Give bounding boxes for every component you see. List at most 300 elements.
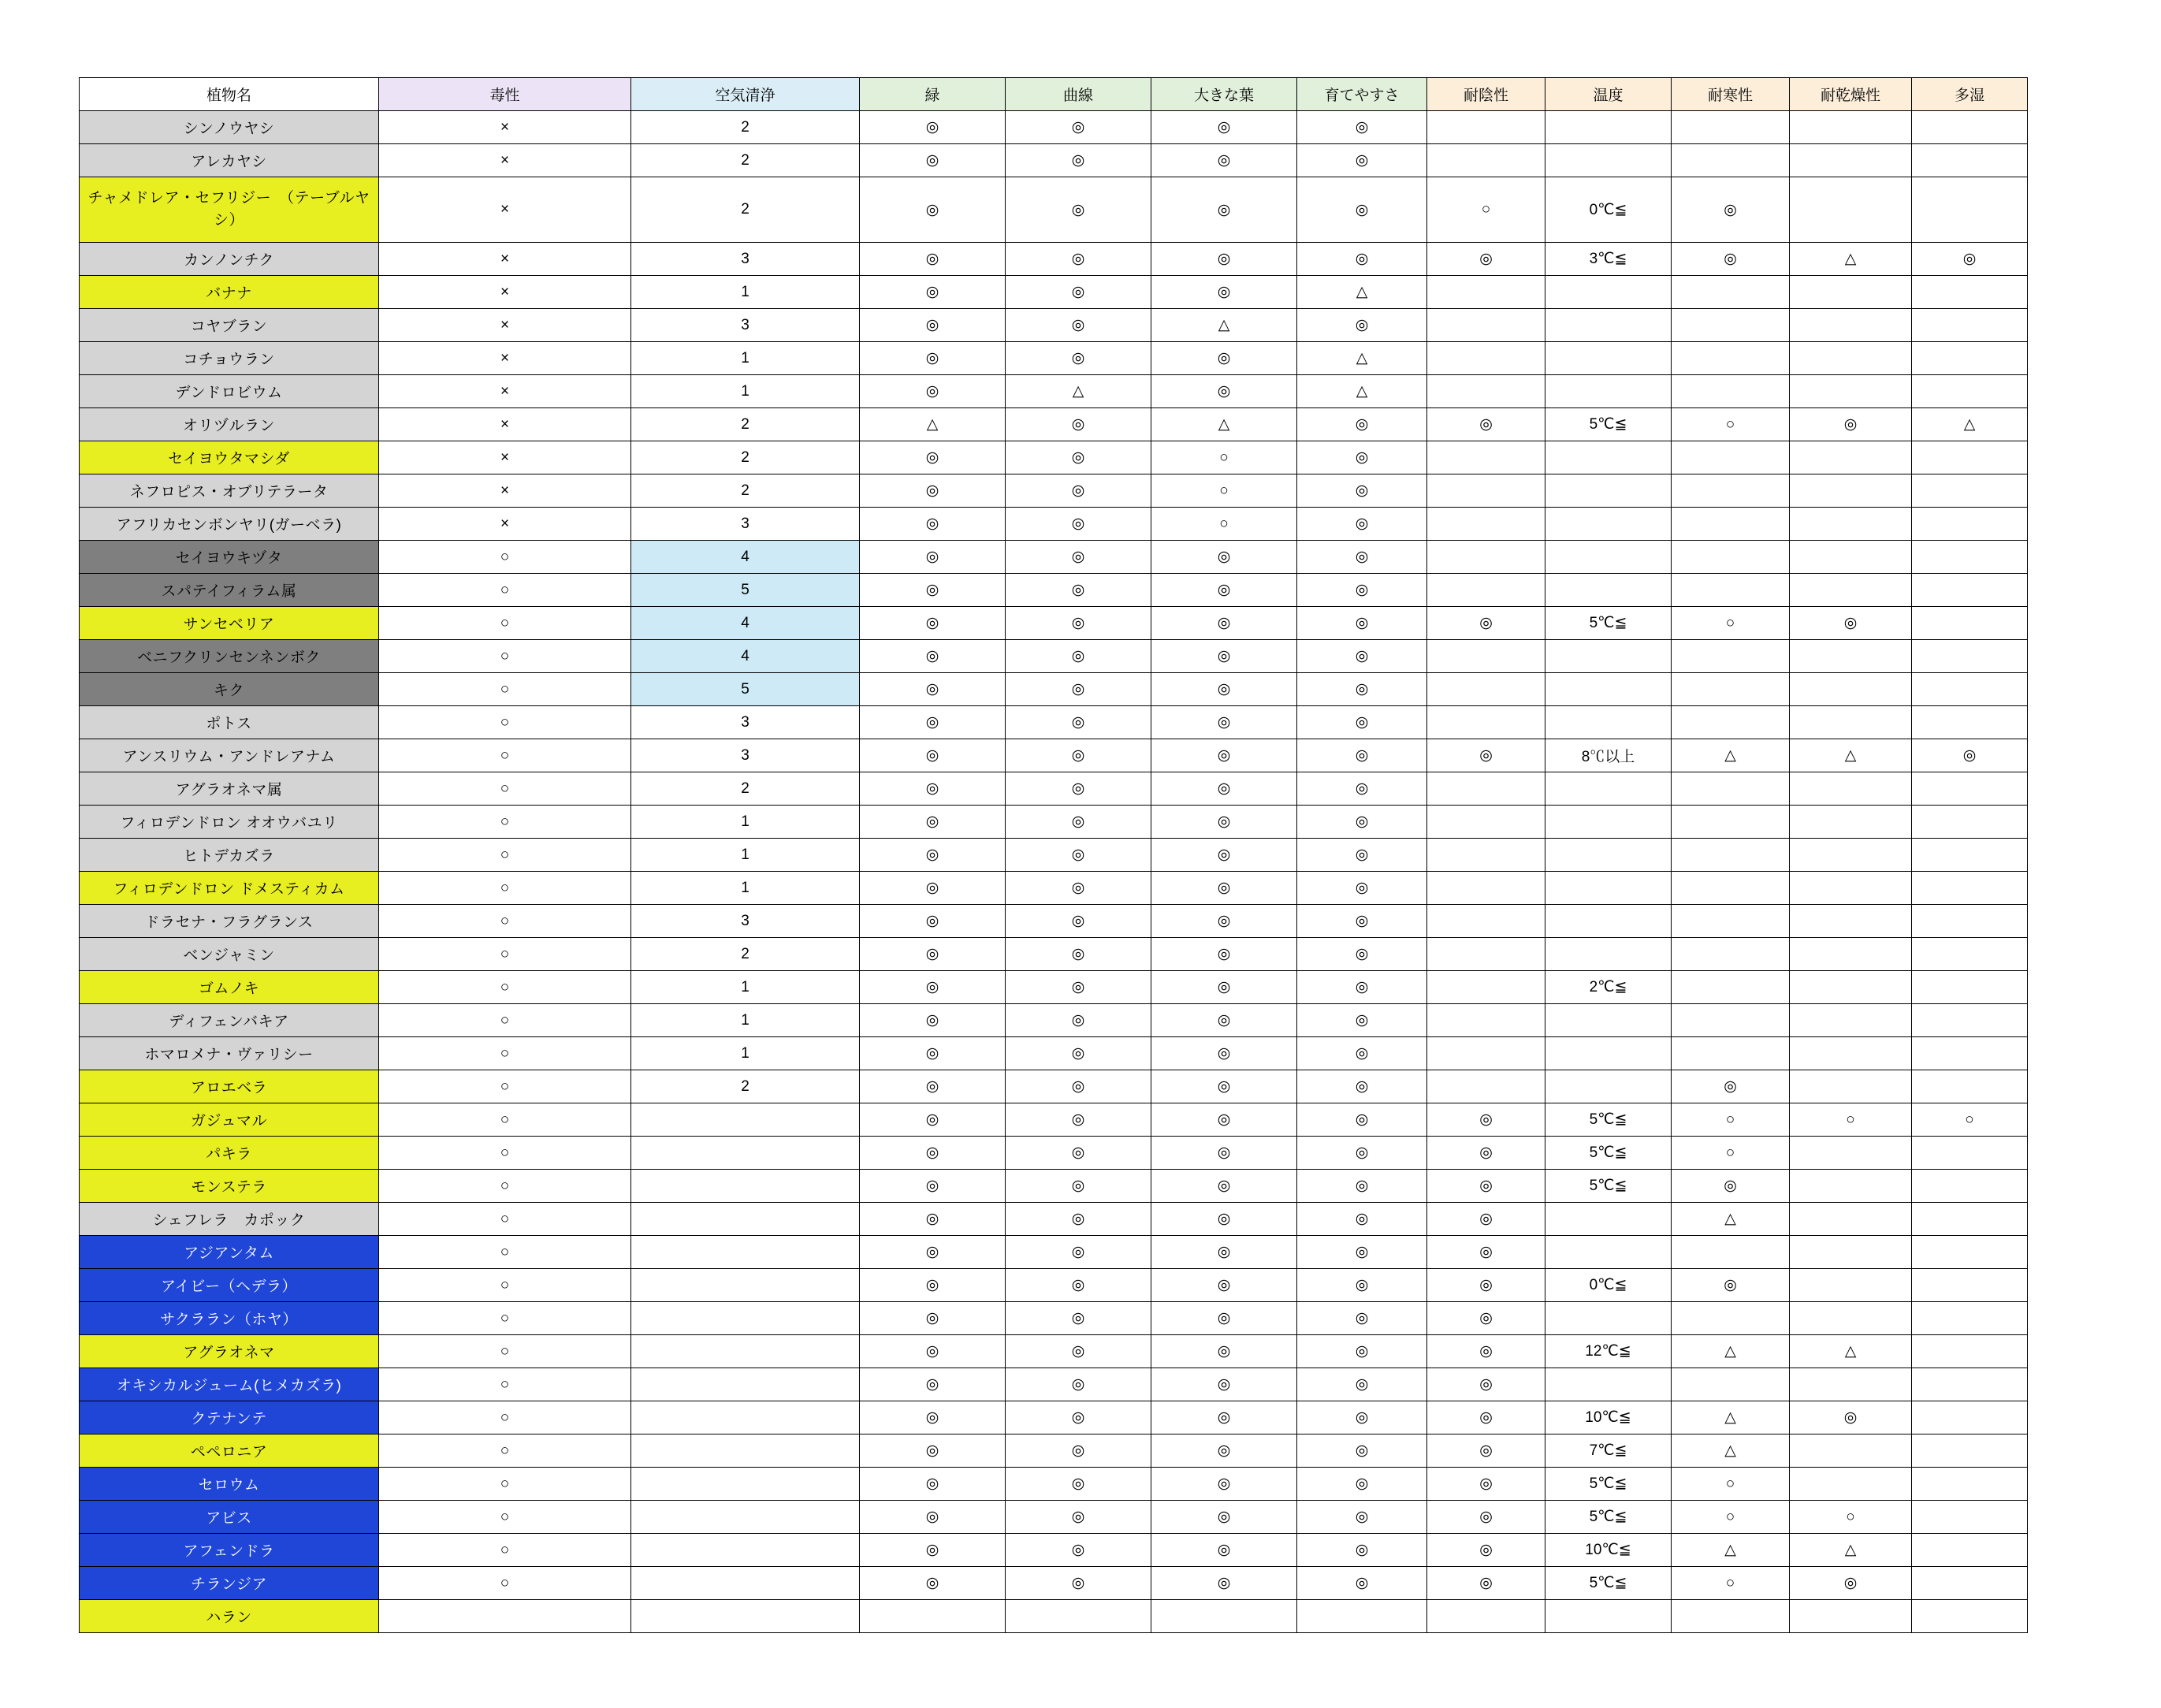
cell-temp <box>1545 342 1672 375</box>
cell-dry <box>1790 474 1912 508</box>
cell-leaf: ◎ <box>1151 1401 1297 1434</box>
cell-dry <box>1790 541 1912 574</box>
cell-air: 1 <box>631 1004 860 1037</box>
cell-wet: ◎ <box>1912 243 2028 276</box>
cell-leaf: ◎ <box>1151 607 1297 640</box>
cell-cold <box>1672 1600 1790 1633</box>
table-row <box>80 1302 2028 1335</box>
table-row <box>80 375 2028 408</box>
cell-tox: ○ <box>379 1037 631 1070</box>
cell-dry: △ <box>1790 739 1912 772</box>
cell-cold <box>1672 872 1790 905</box>
cell-temp <box>1545 1070 1672 1103</box>
plant-name-cell: ベニフクリンセンネンボク <box>80 640 379 673</box>
cell-shade: ◎ <box>1427 1567 1545 1600</box>
cell-easy: ◎ <box>1297 1137 1427 1170</box>
cell-temp <box>1545 938 1672 971</box>
cell-dry: △ <box>1790 1335 1912 1368</box>
cell-curve: ◎ <box>1006 144 1151 177</box>
table-row <box>80 1203 2028 1236</box>
cell-cold: ◎ <box>1672 1070 1790 1103</box>
table-row <box>80 276 2028 309</box>
cell-temp <box>1545 673 1672 706</box>
cell-easy: ◎ <box>1297 441 1427 474</box>
cell-air <box>631 1335 860 1368</box>
cell-shade <box>1427 441 1545 474</box>
plant-name-cell: キク <box>80 673 379 706</box>
table-row <box>80 1368 2028 1401</box>
cell-tox: ○ <box>379 673 631 706</box>
cell-leaf: ◎ <box>1151 177 1297 243</box>
cell-easy: ◎ <box>1297 111 1427 144</box>
cell-wet <box>1912 276 2028 309</box>
cell-easy: ◎ <box>1297 1401 1427 1434</box>
cell-shade: ◎ <box>1427 408 1545 441</box>
cell-shade <box>1427 342 1545 375</box>
cell-cold: △ <box>1672 1434 1790 1468</box>
cell-tox: ○ <box>379 839 631 872</box>
cell-tox: × <box>379 243 631 276</box>
cell-air <box>631 1269 860 1302</box>
cell-curve: ◎ <box>1006 342 1151 375</box>
plant-name-cell: ポトス <box>80 706 379 739</box>
cell-tox: ○ <box>379 1103 631 1137</box>
cell-easy <box>1297 1600 1427 1633</box>
cell-leaf: ◎ <box>1151 1269 1297 1302</box>
cell-air: 5 <box>631 673 860 706</box>
plant-name-cell: コチョウラン <box>80 342 379 375</box>
cell-dry <box>1790 1004 1912 1037</box>
plant-name-cell: アビス <box>80 1501 379 1534</box>
table-row <box>80 408 2028 441</box>
cell-green: ◎ <box>860 1335 1006 1368</box>
cell-air: 4 <box>631 541 860 574</box>
cell-dry: ○ <box>1790 1103 1912 1137</box>
cell-cold: ◎ <box>1672 243 1790 276</box>
cell-leaf: ◎ <box>1151 375 1297 408</box>
cell-wet <box>1912 1004 2028 1037</box>
cell-air <box>631 1170 860 1203</box>
cell-air <box>631 1137 860 1170</box>
cell-green: ◎ <box>860 574 1006 607</box>
cell-easy: ◎ <box>1297 574 1427 607</box>
cell-green <box>860 1600 1006 1633</box>
cell-wet <box>1912 574 2028 607</box>
cell-air: 2 <box>631 177 860 243</box>
cell-temp: 5℃≦ <box>1545 1137 1672 1170</box>
cell-shade: ◎ <box>1427 1137 1545 1170</box>
cell-temp <box>1545 772 1672 806</box>
cell-wet <box>1912 541 2028 574</box>
cell-easy: ◎ <box>1297 309 1427 342</box>
column-header-wet: 多湿 <box>1912 78 2028 111</box>
cell-cold <box>1672 905 1790 938</box>
cell-temp: 2℃≦ <box>1545 971 1672 1004</box>
cell-wet <box>1912 971 2028 1004</box>
cell-leaf: ◎ <box>1151 673 1297 706</box>
cell-green: ◎ <box>860 1269 1006 1302</box>
cell-dry <box>1790 772 1912 806</box>
cell-dry: △ <box>1790 243 1912 276</box>
cell-curve: ◎ <box>1006 971 1151 1004</box>
cell-curve: ◎ <box>1006 1368 1151 1401</box>
column-header-temp: 温度 <box>1545 78 1672 111</box>
plant-name-cell: ディフェンバキア <box>80 1004 379 1037</box>
table-row <box>80 1335 2028 1368</box>
cell-leaf: ○ <box>1151 474 1297 508</box>
cell-green: ◎ <box>860 1037 1006 1070</box>
cell-wet <box>1912 111 2028 144</box>
cell-temp: 3℃≦ <box>1545 243 1672 276</box>
cell-temp <box>1545 839 1672 872</box>
cell-leaf: ◎ <box>1151 739 1297 772</box>
cell-leaf: ◎ <box>1151 243 1297 276</box>
cell-leaf: ◎ <box>1151 1037 1297 1070</box>
cell-shade <box>1427 1004 1545 1037</box>
cell-green: ◎ <box>860 1468 1006 1501</box>
cell-wet <box>1912 1335 2028 1368</box>
plant-name-cell: モンステラ <box>80 1170 379 1203</box>
cell-dry <box>1790 1070 1912 1103</box>
cell-shade <box>1427 971 1545 1004</box>
cell-shade <box>1427 474 1545 508</box>
cell-green: ◎ <box>860 177 1006 243</box>
cell-leaf: ◎ <box>1151 971 1297 1004</box>
cell-shade <box>1427 806 1545 839</box>
cell-temp: 7℃≦ <box>1545 1434 1672 1468</box>
cell-green: ◎ <box>860 706 1006 739</box>
cell-leaf: ◎ <box>1151 1236 1297 1269</box>
cell-air: 2 <box>631 474 860 508</box>
cell-tox: × <box>379 342 631 375</box>
cell-wet <box>1912 177 2028 243</box>
cell-easy: ◎ <box>1297 1567 1427 1600</box>
cell-dry <box>1790 640 1912 673</box>
cell-temp <box>1545 640 1672 673</box>
cell-curve: ◎ <box>1006 1037 1151 1070</box>
cell-shade: ◎ <box>1427 607 1545 640</box>
cell-temp <box>1545 441 1672 474</box>
cell-dry <box>1790 342 1912 375</box>
cell-curve: ◎ <box>1006 1236 1151 1269</box>
cell-green: ◎ <box>860 1004 1006 1037</box>
cell-wet <box>1912 1203 2028 1236</box>
cell-green: ◎ <box>860 144 1006 177</box>
cell-wet <box>1912 1401 2028 1434</box>
cell-green: ◎ <box>860 640 1006 673</box>
cell-tox: ○ <box>379 607 631 640</box>
cell-curve: ◎ <box>1006 739 1151 772</box>
table-row <box>80 1600 2028 1633</box>
cell-shade: ◎ <box>1427 1534 1545 1567</box>
cell-leaf: ◎ <box>1151 574 1297 607</box>
cell-curve: ◎ <box>1006 839 1151 872</box>
cell-tox: ○ <box>379 1468 631 1501</box>
cell-leaf: ◎ <box>1151 706 1297 739</box>
cell-air: 3 <box>631 739 860 772</box>
plant-name-cell: アフリカセンボンヤリ(ガーベラ) <box>80 508 379 541</box>
cell-temp <box>1545 1302 1672 1335</box>
cell-shade: ○ <box>1427 177 1545 243</box>
cell-cold <box>1672 309 1790 342</box>
table-row <box>80 342 2028 375</box>
cell-cold: ○ <box>1672 1501 1790 1534</box>
plant-comparison-table <box>79 77 2028 1633</box>
cell-air <box>631 1501 860 1534</box>
cell-cold: △ <box>1672 1203 1790 1236</box>
column-header-dry: 耐乾燥性 <box>1790 78 1912 111</box>
plant-name-cell: シンノウヤシ <box>80 111 379 144</box>
cell-tox: × <box>379 144 631 177</box>
cell-leaf: ◎ <box>1151 1567 1297 1600</box>
table-row <box>80 739 2028 772</box>
cell-leaf: ◎ <box>1151 806 1297 839</box>
cell-temp: 5℃≦ <box>1545 1501 1672 1534</box>
cell-green: ◎ <box>860 1137 1006 1170</box>
cell-temp <box>1545 508 1672 541</box>
cell-wet <box>1912 1600 2028 1633</box>
table-row <box>80 872 2028 905</box>
cell-tox: ○ <box>379 905 631 938</box>
cell-tox: ○ <box>379 1501 631 1534</box>
cell-cold <box>1672 1236 1790 1269</box>
cell-green: ◎ <box>860 243 1006 276</box>
cell-temp <box>1545 706 1672 739</box>
cell-dry <box>1790 1037 1912 1070</box>
cell-shade <box>1427 541 1545 574</box>
cell-curve: ◎ <box>1006 905 1151 938</box>
cell-temp <box>1545 474 1672 508</box>
cell-air: 1 <box>631 375 860 408</box>
cell-temp <box>1545 905 1672 938</box>
cell-tox: ○ <box>379 1401 631 1434</box>
cell-easy: ◎ <box>1297 1368 1427 1401</box>
cell-wet <box>1912 872 2028 905</box>
cell-curve: △ <box>1006 375 1151 408</box>
plant-name-cell: フィロデンドロン ドメスティカム <box>80 872 379 905</box>
table-row <box>80 474 2028 508</box>
cell-dry: △ <box>1790 1534 1912 1567</box>
cell-air <box>631 1468 860 1501</box>
table-header-row <box>80 78 2028 111</box>
cell-leaf: ◎ <box>1151 342 1297 375</box>
cell-temp <box>1545 1004 1672 1037</box>
cell-dry: ◎ <box>1790 1401 1912 1434</box>
plant-name-cell: フィロデンドロン オオウバユリ <box>80 806 379 839</box>
cell-curve: ◎ <box>1006 508 1151 541</box>
cell-air <box>631 1534 860 1567</box>
cell-shade: ◎ <box>1427 1302 1545 1335</box>
cell-green: △ <box>860 408 1006 441</box>
cell-curve: ◎ <box>1006 1468 1151 1501</box>
cell-temp <box>1545 375 1672 408</box>
cell-wet <box>1912 806 2028 839</box>
plant-name-cell: コヤブラン <box>80 309 379 342</box>
cell-temp <box>1545 574 1672 607</box>
cell-wet <box>1912 1567 2028 1600</box>
table-row <box>80 839 2028 872</box>
cell-wet <box>1912 1434 2028 1468</box>
cell-green: ◎ <box>860 839 1006 872</box>
cell-curve: ◎ <box>1006 640 1151 673</box>
cell-cold <box>1672 1004 1790 1037</box>
cell-tox: × <box>379 111 631 144</box>
cell-tox: ○ <box>379 938 631 971</box>
plant-name-cell: シェフレラ カポック <box>80 1203 379 1236</box>
cell-dry <box>1790 508 1912 541</box>
cell-tox: ○ <box>379 772 631 806</box>
cell-easy: ◎ <box>1297 640 1427 673</box>
cell-green: ◎ <box>860 342 1006 375</box>
table-row <box>80 309 2028 342</box>
cell-easy: ◎ <box>1297 607 1427 640</box>
cell-cold: ◎ <box>1672 1170 1790 1203</box>
cell-wet <box>1912 1070 2028 1103</box>
cell-temp <box>1545 806 1672 839</box>
cell-curve: ◎ <box>1006 938 1151 971</box>
cell-wet <box>1912 342 2028 375</box>
cell-tox: ○ <box>379 1368 631 1401</box>
plant-name-cell: チャメドレア・セフリジー （テーブルヤシ） <box>80 177 379 243</box>
plant-name-cell: アイビー（ヘデラ） <box>80 1269 379 1302</box>
cell-easy: ◎ <box>1297 408 1427 441</box>
cell-temp: 5℃≦ <box>1545 1468 1672 1501</box>
cell-cold: △ <box>1672 1401 1790 1434</box>
cell-curve: ◎ <box>1006 1335 1151 1368</box>
cell-dry: ◎ <box>1790 408 1912 441</box>
cell-cold <box>1672 673 1790 706</box>
cell-curve: ◎ <box>1006 872 1151 905</box>
cell-shade <box>1427 508 1545 541</box>
cell-dry <box>1790 1600 1912 1633</box>
cell-tox: ○ <box>379 1170 631 1203</box>
cell-temp <box>1545 144 1672 177</box>
table-row <box>80 1137 2028 1170</box>
table-row <box>80 1170 2028 1203</box>
cell-curve: ◎ <box>1006 1170 1151 1203</box>
cell-wet <box>1912 772 2028 806</box>
plant-name-cell: アレカヤシ <box>80 144 379 177</box>
cell-temp: 10℃≦ <box>1545 1534 1672 1567</box>
cell-easy: △ <box>1297 276 1427 309</box>
cell-wet <box>1912 1368 2028 1401</box>
cell-cold <box>1672 839 1790 872</box>
cell-shade <box>1427 1070 1545 1103</box>
cell-leaf: ◎ <box>1151 276 1297 309</box>
cell-cold <box>1672 474 1790 508</box>
cell-green: ◎ <box>860 971 1006 1004</box>
cell-shade: ◎ <box>1427 1203 1545 1236</box>
cell-cold <box>1672 938 1790 971</box>
cell-green: ◎ <box>860 474 1006 508</box>
column-header-shade: 耐陰性 <box>1427 78 1545 111</box>
cell-leaf: ◎ <box>1151 1103 1297 1137</box>
cell-cold <box>1672 342 1790 375</box>
cell-dry <box>1790 706 1912 739</box>
cell-easy: ◎ <box>1297 1534 1427 1567</box>
cell-tox: × <box>379 508 631 541</box>
cell-dry <box>1790 574 1912 607</box>
cell-cold: ◎ <box>1672 1269 1790 1302</box>
cell-curve: ◎ <box>1006 1534 1151 1567</box>
cell-wet: ○ <box>1912 1103 2028 1137</box>
cell-air: 4 <box>631 640 860 673</box>
cell-dry <box>1790 1269 1912 1302</box>
table-row <box>80 243 2028 276</box>
column-header-air: 空気清浄 <box>631 78 860 111</box>
cell-shade <box>1427 1600 1545 1633</box>
cell-leaf: ◎ <box>1151 144 1297 177</box>
cell-green: ◎ <box>860 1534 1006 1567</box>
table-row <box>80 1004 2028 1037</box>
cell-curve: ◎ <box>1006 706 1151 739</box>
cell-cold: ◎ <box>1672 177 1790 243</box>
plant-name-cell: アンスリウム・アンドレアナム <box>80 739 379 772</box>
table-row <box>80 1534 2028 1567</box>
cell-easy: ◎ <box>1297 772 1427 806</box>
plant-name-cell: セイヨウキヅタ <box>80 541 379 574</box>
cell-shade <box>1427 772 1545 806</box>
table-row <box>80 1037 2028 1070</box>
cell-leaf: ◎ <box>1151 1434 1297 1468</box>
cell-tox <box>379 1600 631 1633</box>
cell-leaf: ○ <box>1151 441 1297 474</box>
cell-shade <box>1427 144 1545 177</box>
cell-wet <box>1912 375 2028 408</box>
cell-shade: ◎ <box>1427 1236 1545 1269</box>
cell-air: 2 <box>631 772 860 806</box>
table-row <box>80 1468 2028 1501</box>
cell-tox: ○ <box>379 1269 631 1302</box>
cell-tox: ○ <box>379 739 631 772</box>
cell-temp: 5℃≦ <box>1545 1567 1672 1600</box>
cell-temp: 0℃≦ <box>1545 177 1672 243</box>
cell-dry <box>1790 375 1912 408</box>
cell-dry <box>1790 111 1912 144</box>
table-row <box>80 772 2028 806</box>
cell-temp: 5℃≦ <box>1545 408 1672 441</box>
cell-dry <box>1790 905 1912 938</box>
cell-air: 1 <box>631 342 860 375</box>
cell-easy: ◎ <box>1297 474 1427 508</box>
cell-shade <box>1427 905 1545 938</box>
cell-easy: ◎ <box>1297 673 1427 706</box>
cell-cold <box>1672 541 1790 574</box>
cell-easy: ◎ <box>1297 905 1427 938</box>
table-row <box>80 508 2028 541</box>
cell-air: 3 <box>631 508 860 541</box>
cell-shade: ◎ <box>1427 1269 1545 1302</box>
cell-temp <box>1545 1600 1672 1633</box>
column-header-name: 植物名 <box>80 78 379 111</box>
cell-easy: ◎ <box>1297 739 1427 772</box>
plant-name-cell: パキラ <box>80 1137 379 1170</box>
cell-tox: × <box>379 276 631 309</box>
cell-cold: ○ <box>1672 1567 1790 1600</box>
cell-easy: ◎ <box>1297 1468 1427 1501</box>
cell-easy: ◎ <box>1297 706 1427 739</box>
cell-wet <box>1912 938 2028 971</box>
cell-green: ◎ <box>860 309 1006 342</box>
cell-easy: ◎ <box>1297 508 1427 541</box>
cell-tox: ○ <box>379 1534 631 1567</box>
cell-easy: ◎ <box>1297 243 1427 276</box>
cell-wet <box>1912 706 2028 739</box>
cell-temp: 5℃≦ <box>1545 1170 1672 1203</box>
cell-temp: 8℃以上 <box>1545 739 1672 772</box>
cell-wet <box>1912 1170 2028 1203</box>
cell-shade <box>1427 938 1545 971</box>
